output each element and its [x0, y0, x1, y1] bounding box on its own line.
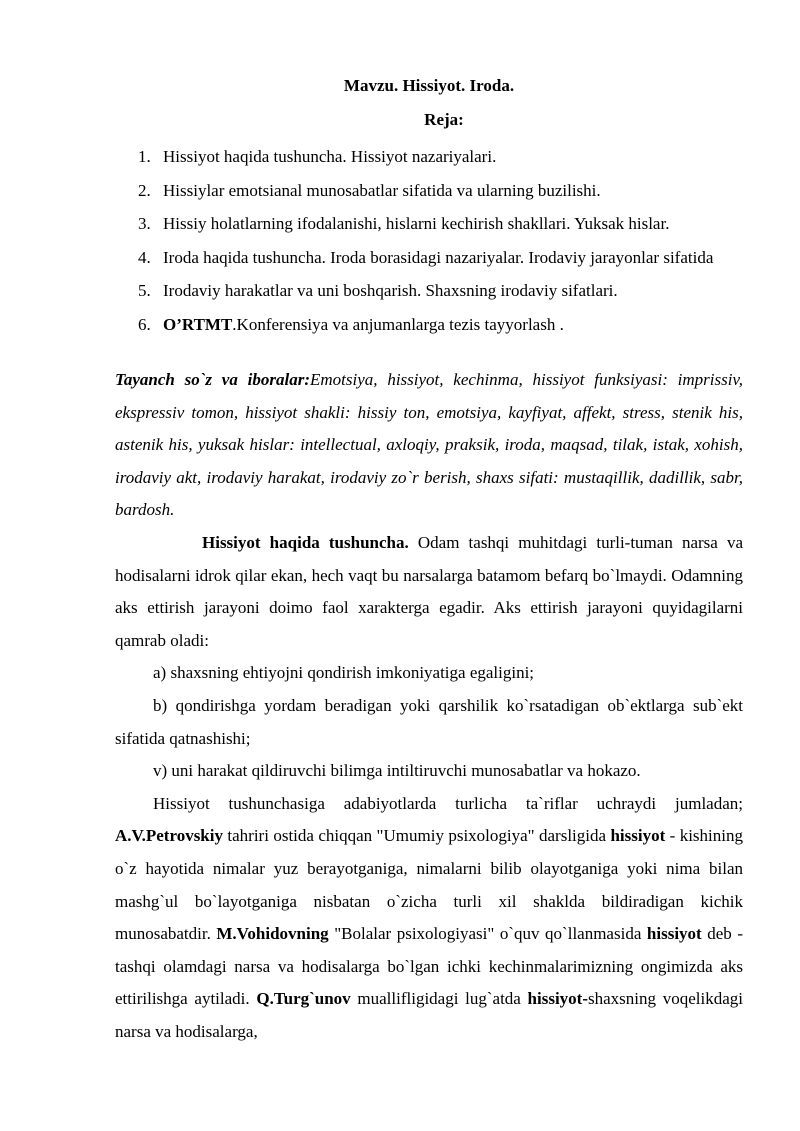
plan-item: [138, 207, 743, 241]
plan-item-number: 3.: [138, 214, 151, 233]
section-heading: Hissiyot haqida tushuncha.: [202, 532, 409, 552]
plan-heading: Reja:: [424, 110, 464, 129]
section-intro-paragraph: [115, 527, 743, 657]
keywords-paragraph: [115, 364, 743, 527]
term: hissiyot: [646, 924, 702, 944]
document-body: [115, 364, 743, 1048]
plan-item-text: Irodaviy harakatlar va uni boshqarish. Shaxsning irodaviy sifatlari.: [163, 281, 618, 300]
section-intro-text: Odam tashqi muhitdagi turli-tuman narsa va hodisalarni idrok qilar ekan, hech vaqt bu narsalarga batamom befarq bo`lmaydi. Odamning aks ettirish jarayoni doimo faol xarakterga egadir. Aks ettirish jarayoni quyidagilarni qamrab oladi:: [115, 532, 743, 650]
paragraph-text: shaxsning voqelikdagi narsa va hodisalarga,: [115, 989, 743, 1041]
plan-item-number: 1.: [138, 147, 151, 166]
plan-item-number: 6.: [138, 314, 151, 334]
document-title: Mavzu. Hissiyot. Iroda.: [343, 76, 515, 95]
list-item: a) shaxsning ehtiyojni qondirish imkoniyatiga egaligini;: [153, 663, 535, 683]
plan-item: [138, 174, 743, 208]
plan-item-text: Iroda haqida tushuncha. Iroda borasidagi nazariyalar. Irodaviy jarayonlar sifatida: [163, 247, 714, 267]
term: hissiyot: [610, 826, 666, 846]
author-name: A.V.Petrovskiy: [115, 826, 223, 846]
plan-item: [138, 274, 743, 308]
plan-item: [138, 140, 743, 174]
plan-item-number: 5.: [138, 281, 151, 300]
keywords-text: Emotsiya, hissiyot, kechinma, hissiyot funksiyasi: imprissiv, ekspressiv tomon, hissiyot shakli: hissiy ton, emotsiya, kayfiyat, affekt, stress, stenik his, astenik his, yuksak hislar: intellectual, axloqiy, praksik, iroda, maqsad, tilak, istak, xohish, irodaviy akt, irodaviy harakat, irodaviy zo`r berish, shaxs sifati: mustaqillik, dadillik, sabr, bardosh.: [115, 370, 744, 520]
plan-item-bold: O’RTMT: [163, 314, 233, 334]
paragraph-text: Hissiyot tushunchasiga adabiyotlarda turlicha ta`riflar uchraydi jumladan;: [153, 793, 743, 813]
list-item: v) uni harakat qildiruvchi bilimga intiltiruvchi munosabatlar va hokazo.: [153, 761, 641, 781]
plan-item-text: .Konferensiya va anjumanlarga tezis tayyorlash .: [232, 314, 564, 334]
plan-item-text: Hissiy holatlarning ifodalanishi, hislarni kechirish shakllari. Yuksak hislar.: [163, 214, 670, 233]
term: hissiyot-: [527, 989, 589, 1009]
author-name: M.Vohidovning: [216, 924, 329, 944]
author-name: Q.Turg`unov: [256, 989, 351, 1009]
paragraph-text: - kishining o`z hayotida nimalar yuz berayotganiga, nimalarni bilib olayotganiga yoki nima bilan mashg`ul bo`layotganiga nisbatan o`zicha turli xil shaklda bildiradigan kichik munosabatdir.: [115, 826, 743, 944]
plan-item-text: Hissiylar emotsianal munosabatlar sifatida va ularning buzilishi.: [163, 180, 601, 200]
plan-item-text: Hissiyot haqida tushuncha. Hissiyot nazariyalari.: [163, 147, 497, 166]
list-item: b) qondirishga yordam beradigan yoki qarshilik ko`rsatadigan ob`ektlarga sub`ekt sifatida qatnashishi;: [115, 695, 743, 748]
plan-item-number: 2.: [138, 180, 151, 200]
plan-item-number: 4.: [138, 247, 151, 267]
paragraph-text: deb - tashqi olamdagi narsa va hodisalarga bo`lgan ichki kechinmalarimizning ongimizda aks ettirilishga aytiladi.: [115, 924, 743, 1009]
keywords-label: Tayanch so`z va iboralar:: [115, 370, 310, 389]
paragraph-text: muallifligidagi lug`atda: [350, 989, 528, 1009]
paragraph-text: tahriri ostida chiqqan "Umumiy psixologiya" darsligida: [223, 826, 611, 846]
definitions-paragraph: [115, 788, 743, 1049]
paragraph-text: "Bolalar psixologiyasi" o`quv qo`llanmasida: [328, 924, 647, 944]
plan-item: [138, 308, 743, 342]
plan-item: [138, 241, 743, 275]
plan-list: [138, 140, 743, 341]
